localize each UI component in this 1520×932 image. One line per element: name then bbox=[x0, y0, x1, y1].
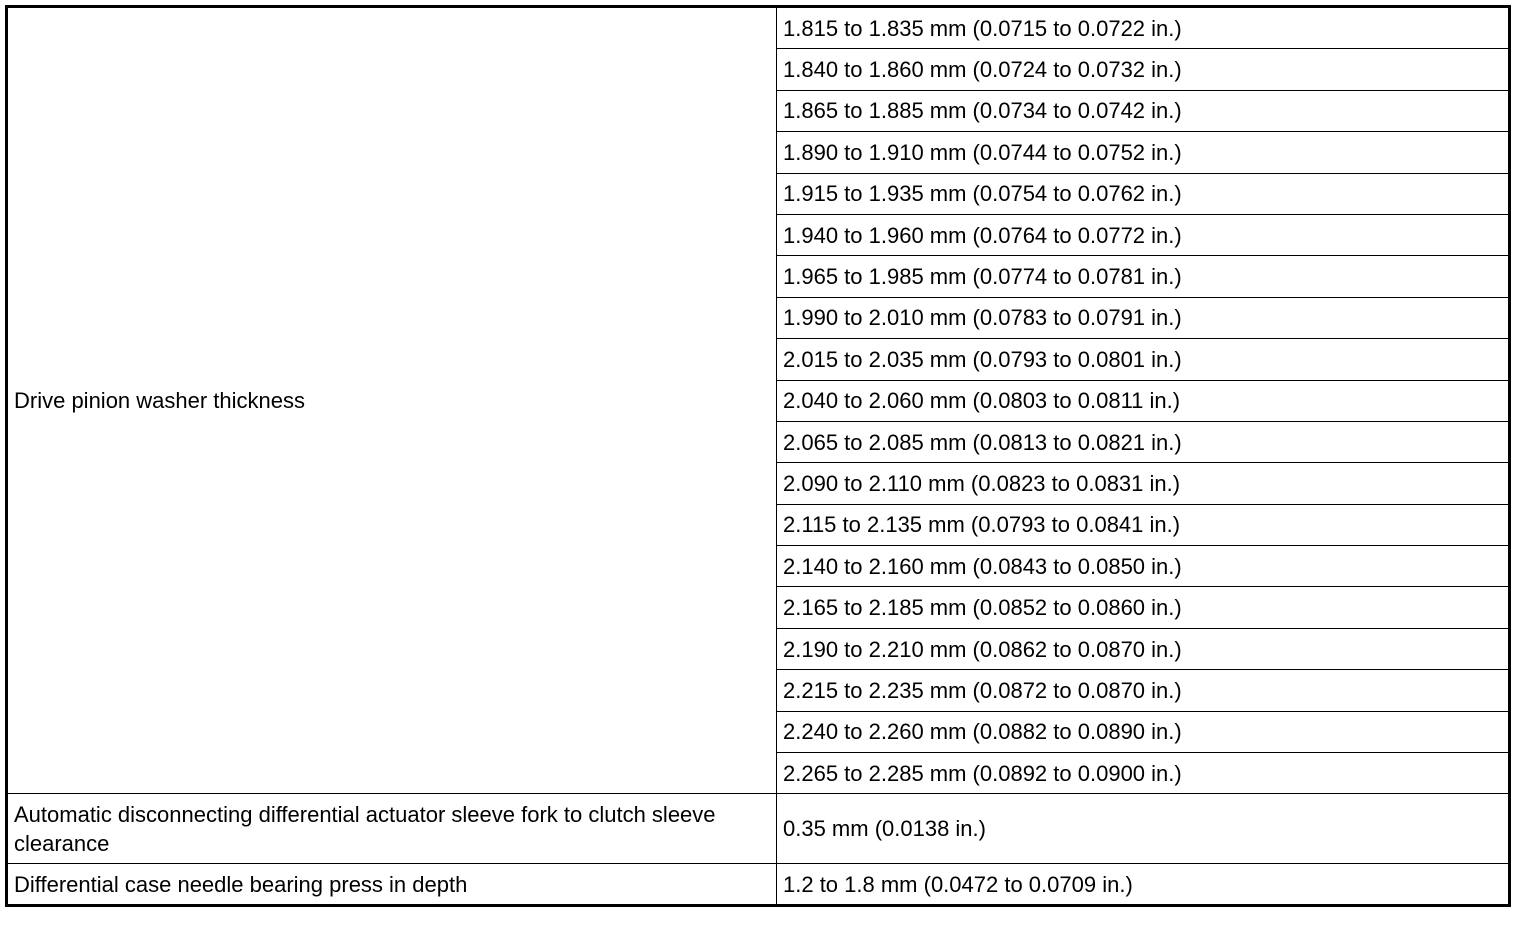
spec-value: 1.2 to 1.8 mm (0.0472 to 0.0709 in.) bbox=[777, 864, 1510, 906]
specification-table bbox=[5, 5, 1511, 907]
spec-value: 2.115 to 2.135 mm (0.0793 to 0.0841 in.) bbox=[777, 504, 1510, 545]
spec-value: 2.065 to 2.085 mm (0.0813 to 0.0821 in.) bbox=[777, 421, 1510, 462]
spec-value: 0.35 mm (0.0138 in.) bbox=[777, 794, 1510, 864]
table-row bbox=[7, 794, 1510, 864]
spec-value: 1.890 to 1.910 mm (0.0744 to 0.0752 in.) bbox=[777, 132, 1510, 173]
spec-value: 2.165 to 2.185 mm (0.0852 to 0.0860 in.) bbox=[777, 587, 1510, 628]
spec-value: 1.840 to 1.860 mm (0.0724 to 0.0732 in.) bbox=[777, 49, 1510, 90]
spec-value: 2.190 to 2.210 mm (0.0862 to 0.0870 in.) bbox=[777, 628, 1510, 669]
spec-value: 1.940 to 1.960 mm (0.0764 to 0.0772 in.) bbox=[777, 214, 1510, 255]
spec-label: Automatic disconnecting differential actuator sleeve fork to clutch sleeve clearance bbox=[7, 794, 777, 864]
spec-value: 1.990 to 2.010 mm (0.0783 to 0.0791 in.) bbox=[777, 297, 1510, 338]
spec-value: 1.965 to 1.985 mm (0.0774 to 0.0781 in.) bbox=[777, 256, 1510, 297]
spec-value: 2.265 to 2.285 mm (0.0892 to 0.0900 in.) bbox=[777, 753, 1510, 794]
table-row bbox=[7, 7, 1510, 49]
spec-table-container bbox=[5, 5, 1511, 907]
spec-value: 2.140 to 2.160 mm (0.0843 to 0.0850 in.) bbox=[777, 546, 1510, 587]
spec-value: 1.815 to 1.835 mm (0.0715 to 0.0722 in.) bbox=[777, 7, 1510, 49]
table-row bbox=[7, 864, 1510, 906]
spec-label: Drive pinion washer thickness bbox=[7, 7, 777, 794]
spec-value: 2.215 to 2.235 mm (0.0872 to 0.0870 in.) bbox=[777, 670, 1510, 711]
spec-value: 2.015 to 2.035 mm (0.0793 to 0.0801 in.) bbox=[777, 339, 1510, 380]
spec-value: 1.865 to 1.885 mm (0.0734 to 0.0742 in.) bbox=[777, 90, 1510, 131]
spec-value: 1.915 to 1.935 mm (0.0754 to 0.0762 in.) bbox=[777, 173, 1510, 214]
spec-value: 2.040 to 2.060 mm (0.0803 to 0.0811 in.) bbox=[777, 380, 1510, 421]
spec-value: 2.240 to 2.260 mm (0.0882 to 0.0890 in.) bbox=[777, 711, 1510, 752]
spec-value: 2.090 to 2.110 mm (0.0823 to 0.0831 in.) bbox=[777, 463, 1510, 504]
spec-label: Differential case needle bearing press in depth bbox=[7, 864, 777, 906]
